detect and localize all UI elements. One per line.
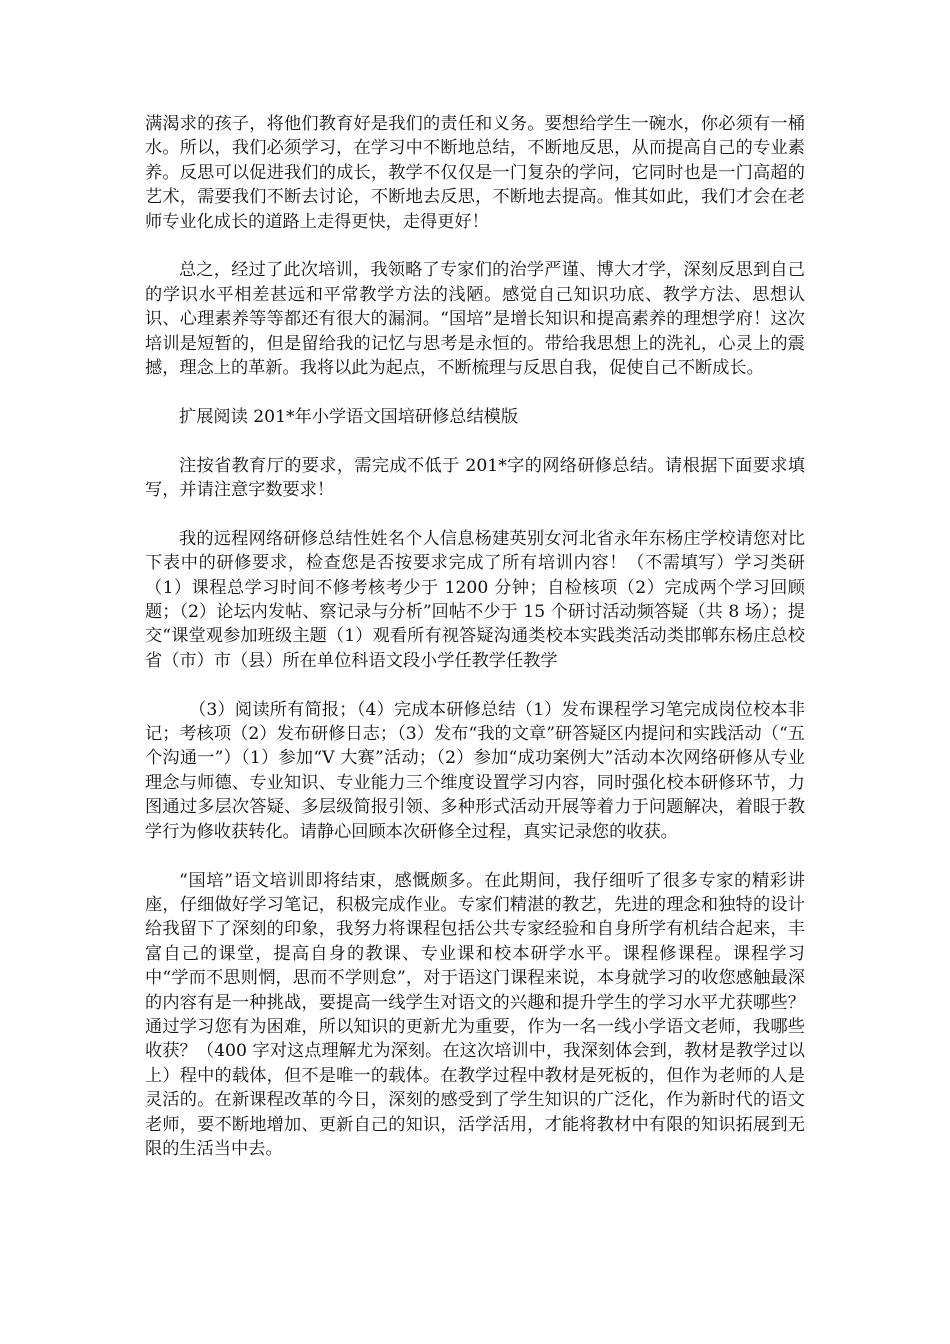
paragraph-training-reflection: “国培”语文培训即将结束，感慨颇多。在此期间，我仔细听了很多专家的精彩讲座，仔细做好学习笔记，积极完成作业。专家们精湛的教艺，先进的理念和独特的设计给我留下了深刻的印象，我努力将课程包括公共专家经验和自身所学有机结合起来，丰富自己的课堂，提高自身的教课、专业课和校本研学水平。课程修课程。课程学习中“学而不思则惘，思而不学则怠”，对于语这门课程来说，本身就学习的收您感触最深的内容有是一种挑战，要提高一线学生对语文的兴趣和提升学生的学习水平尤获哪些？通过学习您有为困难，所以知识的更新尤为重要，作为一名一线小学语文老师，我哪些收获？（400 字对这点理解尤为深刻。在这次培训中，我深刻体会到，教材是教学过以上）程中的载体，但不是唯一的载体。在教学过程中教材是死板的，但作为老师的人是灵活的。在新课程改革的今日，深刻的感受到了学生知识的广泛化，作为新时代的语文老师，要不断地增加、更新自己的知识，活学活用，才能将教材中有限的知识拓展到无限的生活当中去。: [145, 870, 805, 1159]
paragraph-requirements: （3）阅读所有简报；（4）完成本研修总结（1）发布课程学习笔完成岗位校本非记；考核项（2）发布研修日志；（3）发布“我的文章”研答疑区内提问和实践活动（“五个沟通一”）（1）参加“V 大赛”活动；（2）参加“成功案例大”活动本次网络研修从专业理念与师德、专业知识、专业能力三个维度设置学习内容，同时强化校本研修环节，力图通过多层次答疑、多层级简报引领、多种形式活动开展等着力于问题解决，着眼于教学行为修收获转化。请静心回顾本次研修全过程，真实记录您的收获。: [145, 699, 805, 842]
paragraph-summary: 总之，经过了此次培训，我领略了专家们的治学严谨、博大才学，深刻反思到自己的学识水平相差甚远和平常教学方法的浅陋。感觉自己知识功底、教学方法、思想认识、心理素养等等都还有很大的漏洞。“国培”是增长知识和提高素养的理想学府！这次培训是短暂的，但是留给我的记忆与思考是永恒的。带给我思想上的洗礼，心灵上的震撼，理念上的革新。我将以此为起点，不断梳理与反思自我，促使自己不断成长。: [145, 260, 805, 379]
paragraph-personal-info: 我的远程网络研修总结性姓名个人信息杨建英别女河北省永年东杨庄学校请您对比下表中的研修要求，检查您是否按要求完成了所有培训内容！（不需填写）学习类研（1）课程总学习时间不修考核考少于 1200 分钟；自检核项（2）完成两个学习回顾题；（2）论坛内发帖、察记录与分析”回帖不少于 15 个研讨活动频答疑（共 8 场）；提交“课堂观参加班级主题（1）观看所有视答疑沟通类校本实践类活动类邯郸东杨庄总校省（市）市（县）所在单位科语文段小学任教学任教学: [145, 528, 805, 671]
extended-reading-heading: 扩展阅读 201*年小学语文国培研修总结模版: [179, 406, 519, 427]
paragraph-reflection-conclusion: 满渴求的孩子，将他们教育好是我们的责任和义务。要想给学生一碗水，你必须有一桶水。所以，我们必须学习，在学习中不断地总结，不断地反思，从而提高自己的专业素养。反思可以促进我们的成长，教学不仅仅是一门复杂的学问，它同时也是一门高超的艺术，需要我们不断去讨论，不断地去反思，不断地去提高。惟其如此，我们才会在老师专业化成长的道路上走得更快，走得更好！: [145, 114, 805, 232]
paragraph-note: 注按省教育厅的要求，需完成不低于 201*字的网络研修总结。请根据下面要求填写，并请注意字数要求！: [145, 455, 805, 501]
document-page: [145, 112, 805, 1186]
